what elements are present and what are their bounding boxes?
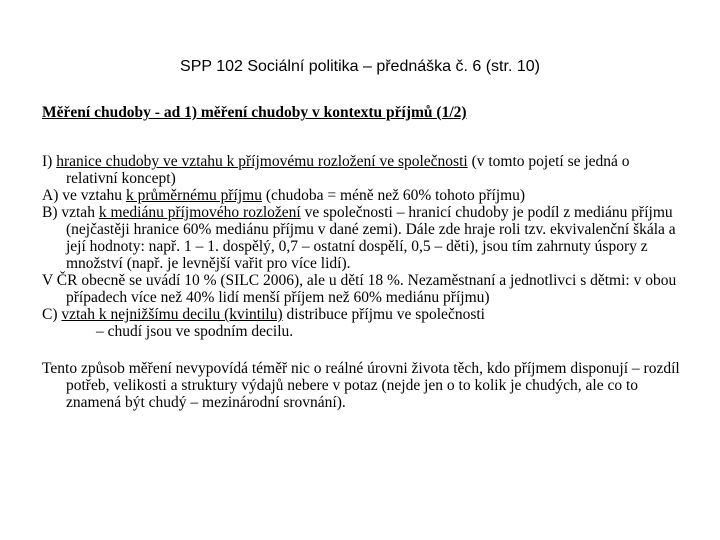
slide-content: [42, 104, 682, 411]
slide-header: [0, 58, 720, 76]
item-i-underlined: hranice chudoby ve vztahu k příjmovému rozložení ve společnosti: [56, 153, 468, 170]
item-v-text: V ČR obecně se uvádí 10 % (SILC 2006), ale u dětí 18 %. Nezaměstnaní a jednotlivci s dětmi: v obou případech více než 40% lidí menší příjem než 60% mediánu příjmu): [42, 272, 677, 306]
item-c-prefix: C): [42, 306, 62, 323]
item-i: [42, 153, 682, 187]
item-c-rest: distribuce příjmu ve společnosti: [282, 306, 485, 323]
item-b: [42, 204, 682, 272]
item-b-underlined: k mediánu příjmového rozložení: [98, 204, 301, 221]
item-a-underlined: k průměrnému příjmu: [125, 187, 262, 204]
item-a-rest: (chudoba = méně než 60% tohoto příjmu): [261, 187, 526, 204]
item-a: [42, 187, 682, 204]
paragraph-gap: [42, 340, 682, 360]
item-c-underlined: vztah k nejnižšímu decilu (kvintilu): [61, 306, 283, 323]
item-i-prefix: I): [42, 153, 57, 170]
item-b-prefix: B) vztah: [42, 204, 99, 221]
item-a-prefix: A) ve vztahu: [42, 187, 126, 204]
item-i-rest: (v tomto pojetí se jedná o relativní koncept): [66, 153, 630, 187]
item-b-rest: ve společnosti – hranicí chudoby je podíl z mediánu příjmu (nejčastěji hranice 60% mediánu příjmu v dané zemi). Dále zde hraje roli tzv. ekvivalenční škála a její hodnoty: např. 1 – 1. dospělý, 0,7 – ostatní dospělí, 0,5 – děti), jsou tím zahrnuty úspory z množství (např. je levnější vařit pro více lidí).: [66, 204, 676, 272]
item-c: [42, 306, 682, 323]
item-v: [42, 272, 682, 306]
item-c-continuation: – chudí jsou ve spodním decilu.: [96, 323, 294, 340]
slide-subtitle: Měření chudoby - ad 1) měření chudoby v kontextu příjmů (1/2): [42, 104, 467, 121]
closing-paragraph: Tento způsob měření nevypovídá téměř nic o reálné úrovni života těch, kdo příjmem disponují – rozdíl potřeb, velikosti a struktury výdajů nebere v potaz (nejde jen o to kolik je chudých, ale co to znamená být chudý – mezinárodní srovnání).: [42, 360, 680, 411]
header-title: SPP 102 Sociální politika – přednáška č. 6 (str. 10): [180, 58, 540, 75]
